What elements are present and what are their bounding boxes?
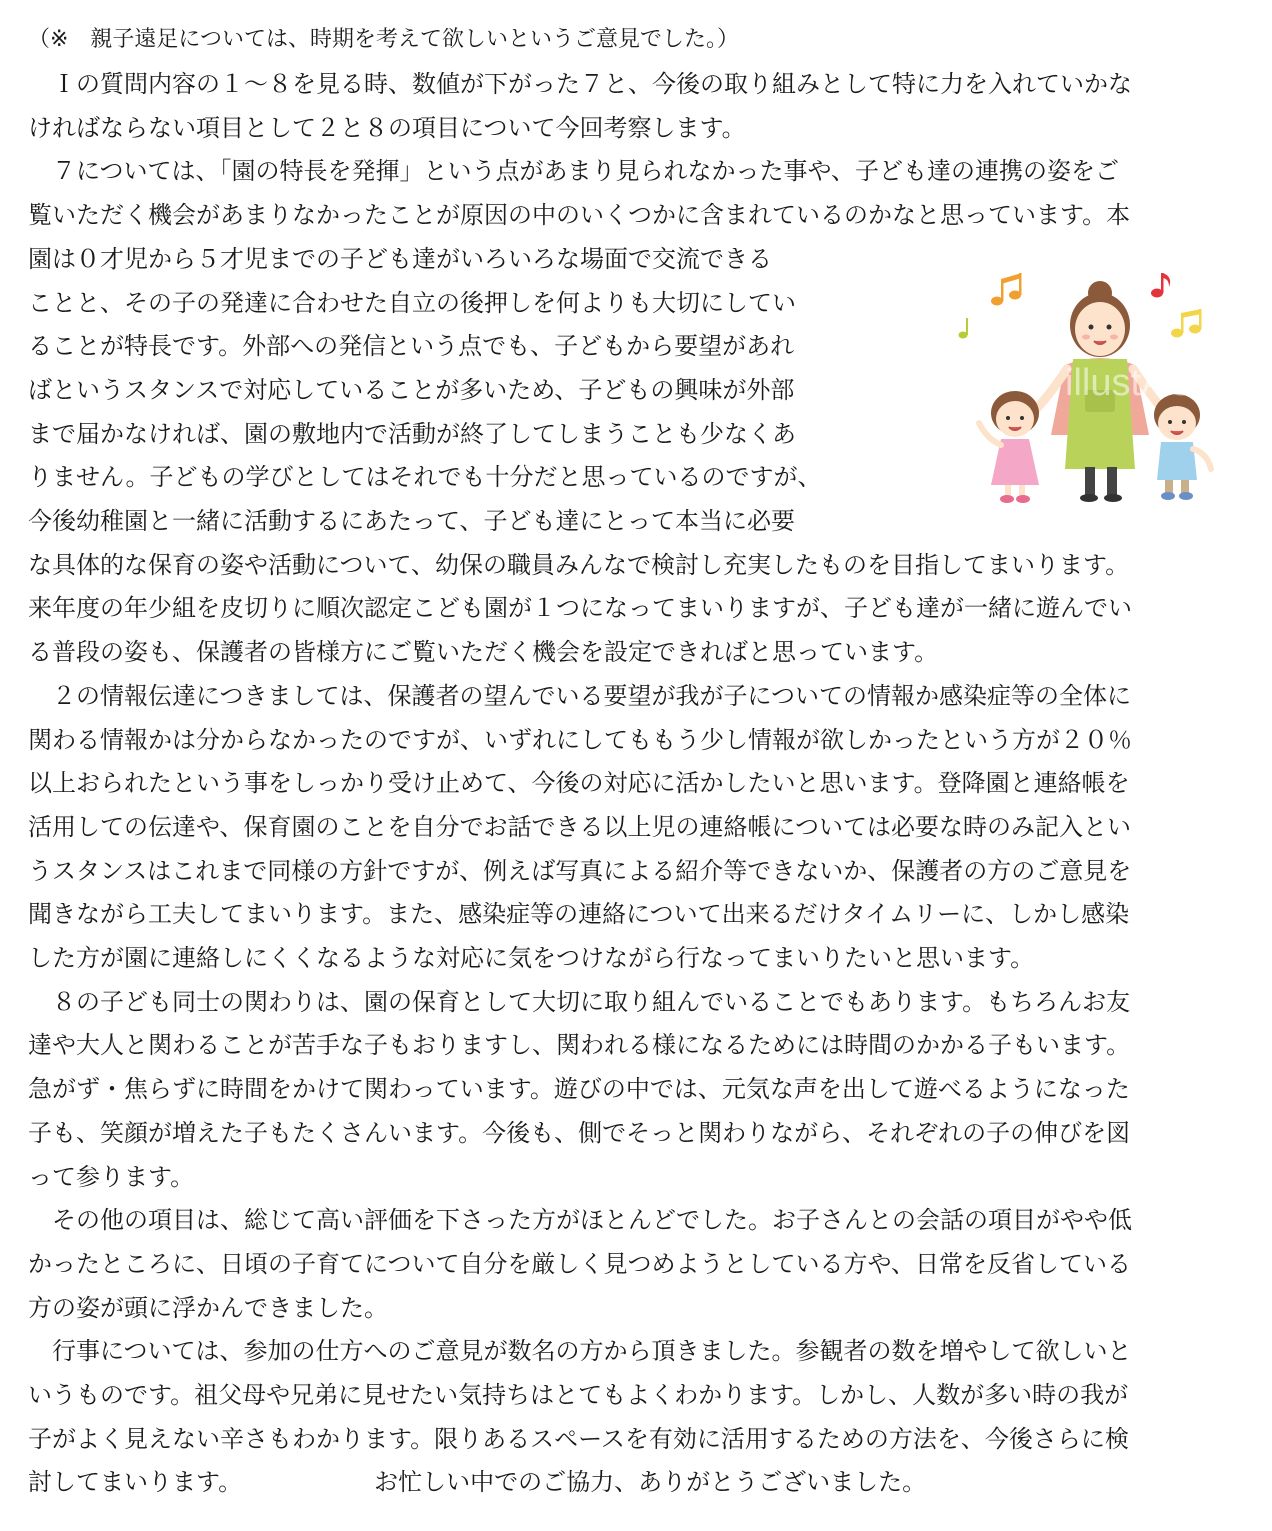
body-line: かったところに、日頃の子育てについて自分を厳しく見つめようとしている方や、日常を反省している <box>28 1250 1132 1278</box>
body-line: 急がず・焦らずに時間をかけて関わっています。遊びの中では、元気な声を出して遊べるようになった <box>28 1075 1130 1103</box>
body-line: ることが特長です。外部への発信という点でも、子どもから要望があれ <box>28 332 795 360</box>
body-line: 子も、笑顔が増えた子もたくさんいます。今後も、側でそっと関わりながら、それぞれの子の伸びを図 <box>28 1119 1131 1147</box>
music-note-red-icon <box>1151 273 1170 298</box>
music-note-orange-icon <box>991 273 1022 306</box>
body-line: 園は０才児から５才児までの子ども達がいろいろな場面で交流できる <box>28 245 772 273</box>
body-line: 子がよく見えない辛さもわかります。限りあるスペースを有効に活用するための方法を、今後さらに検 <box>28 1425 1129 1453</box>
girl-figure <box>979 391 1039 503</box>
teacher-children-image <box>945 255 1263 517</box>
body-line: ばというスタンスで対応していることが多いため、子どもの興味が外部 <box>28 376 795 404</box>
body-line: な具体的な保育の姿や活動について、幼保の職員みんなで検討し充実したものを目指してまいります。 <box>28 551 1130 579</box>
body-line: ことと、その子の発達に合わせた自立の後押しを何よりも大切にしてい <box>28 289 796 317</box>
body-line: まで届かなければ、園の敷地内で活動が終了してしまうことも少なくあ <box>28 420 796 448</box>
illustration-teacher-children <box>945 255 1263 517</box>
watermark-text: illustAC <box>1065 362 1194 404</box>
body-line: Ｉの質問内容の１～８を見る時、数値が下がった７と、今後の取り組みとして特に力を入れていかな <box>28 70 1132 98</box>
body-line: ければならない項目として２と８の項目について今回考察します。 <box>28 114 746 142</box>
music-note-green-icon <box>959 318 969 339</box>
body-line: 方の姿が頭に浮かんできました。 <box>28 1294 388 1322</box>
body-line: 活用しての伝達や、保育園のことを自分でお話できる以上児の連絡帳については必要な時のみ記入とい <box>28 813 1132 841</box>
body-line: 覧いただく機会があまりなかったことが原因の中のいくつかに含まれているのかなと思っています。本 <box>28 201 1131 229</box>
body-line: 聞きながら工夫してまいります。また、感染症等の連絡について出来るだけタイムリーに、しかし感染 <box>28 900 1130 928</box>
body-line: した方が園に連絡しにくくなるような対応に気をつけながら行なってまいりたいと思います。 <box>28 944 1035 972</box>
body-line: ２の情報伝達につきましては、保護者の望んでいる要望が我が子についての情報か感染症等の全体に <box>28 682 1132 710</box>
music-note-yellow-icon <box>1171 309 1202 338</box>
body-line: 関わる情報かは分からなかったのですが、いずれにしてももう少し情報が欲しかったという方が２０％ <box>28 726 1132 754</box>
body-line: 達や大人と関わることが苦手な子もおりますし、関われる様になるためには時間のかかる子もいます。 <box>28 1031 1131 1059</box>
body-line: 以上おられたという事をしっかり受け止めて、今後の対応に活かしたいと思います。登降園と連絡帳を <box>28 769 1130 797</box>
body-line: 今後幼稚園と一緒に活動するにあたって、子ども達にとって本当に必要 <box>28 507 796 535</box>
body-line: ８の子ども同士の関わりは、園の保育として大切に取り組んでいることでもあります。もちろんお友 <box>28 988 1131 1016</box>
boy-figure <box>1154 394 1211 500</box>
body-line: うスタンスはこれまで同様の方針ですが、例えば写真による紹介等できないか、保護者の方のご意見を <box>28 857 1132 885</box>
body-line: 討してまいります。 お忙しい中でのご協力、ありがとうございました。 <box>28 1468 927 1496</box>
note-line: （※ 親子遠足については、時期を考えて欲しいというご意見でした。） <box>28 27 739 52</box>
body-line: いうものです。祖父母や兄弟に見せたい気持ちはとてもよくわかります。しかし、人数が多い時の我が <box>28 1381 1129 1409</box>
body-line: って参ります。 <box>28 1163 195 1191</box>
body-line: ７については、「園の特長を発揮」という点があまり見られなかった事や、子ども達の連携の姿をご <box>28 157 1120 185</box>
body-line: りません。子どもの学びとしてはそれでも十分だと思っているのですが、 <box>28 463 822 491</box>
body-line: その他の項目は、総じて高い評価を下さった方がほとんどでした。お子さんとの会話の項目がやや低 <box>28 1206 1132 1234</box>
body-line: 行事については、参加の仕方へのご意見が数名の方から頂きました。参観者の数を増やして欲しいと <box>28 1337 1132 1365</box>
body-line: る普段の姿も、保護者の皆様方にご覧いただく機会を設定できればと思っています。 <box>28 638 939 666</box>
body-line: 来年度の年少組を皮切りに順次認定こども園が１つになってまいりますが、子ども達が一緒に遊んでい <box>28 594 1132 622</box>
